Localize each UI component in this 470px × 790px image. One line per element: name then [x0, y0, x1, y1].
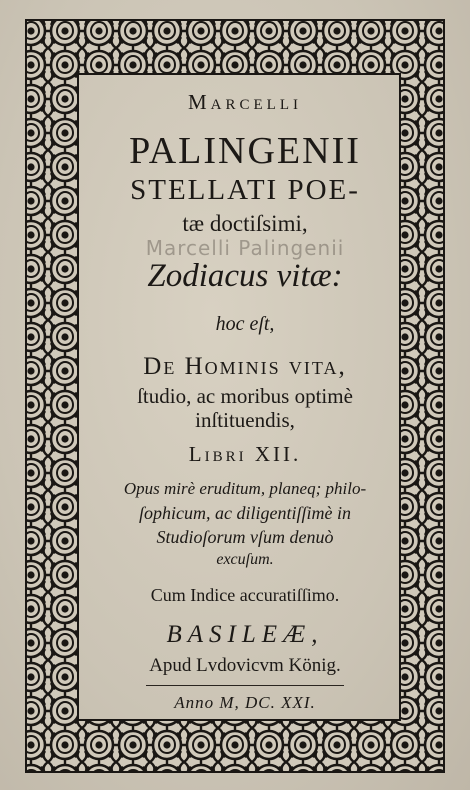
- description-line-4: excuſum.: [216, 551, 274, 568]
- subtitle-line-2: ſtudio, ac moribus optimè: [137, 384, 353, 408]
- author-surname: PALINGENII: [129, 130, 361, 172]
- author-qualifier: tæ doctiſsimi,: [182, 211, 308, 236]
- index-note: Cum Indice accuratiſſimo.: [150, 585, 340, 605]
- books-count: Libri XII.: [188, 442, 302, 466]
- description-line-2: ſophicum, ac diligentiſſimè in: [139, 503, 351, 523]
- handwritten-annotation: Marcelli Palingenii: [145, 236, 345, 260]
- subtitle-heading: De Hominis vita,: [143, 353, 347, 380]
- description-line-1: Opus mirè eruditum, planeq; philo-: [123, 479, 367, 498]
- author-firstname: Marcelli: [188, 90, 302, 114]
- work-title: Zodiacus vitæ:: [147, 258, 343, 294]
- hoc-est-line: hoc eſt,: [215, 313, 275, 335]
- imprint-place: BASILEÆ,: [166, 621, 324, 648]
- imprint-date: Anno M, DC. XXI.: [174, 693, 316, 712]
- author-epithet: STELLATI POE-: [130, 174, 360, 206]
- title-text-block: [84, 78, 406, 718]
- imprint-printer: Apud Lvdovicvm König.: [149, 655, 341, 676]
- description-line-3: Studioſorum vſum denuò: [156, 527, 334, 547]
- divider-rule: [146, 685, 344, 686]
- subtitle-line-3: inſtituendis,: [195, 408, 295, 432]
